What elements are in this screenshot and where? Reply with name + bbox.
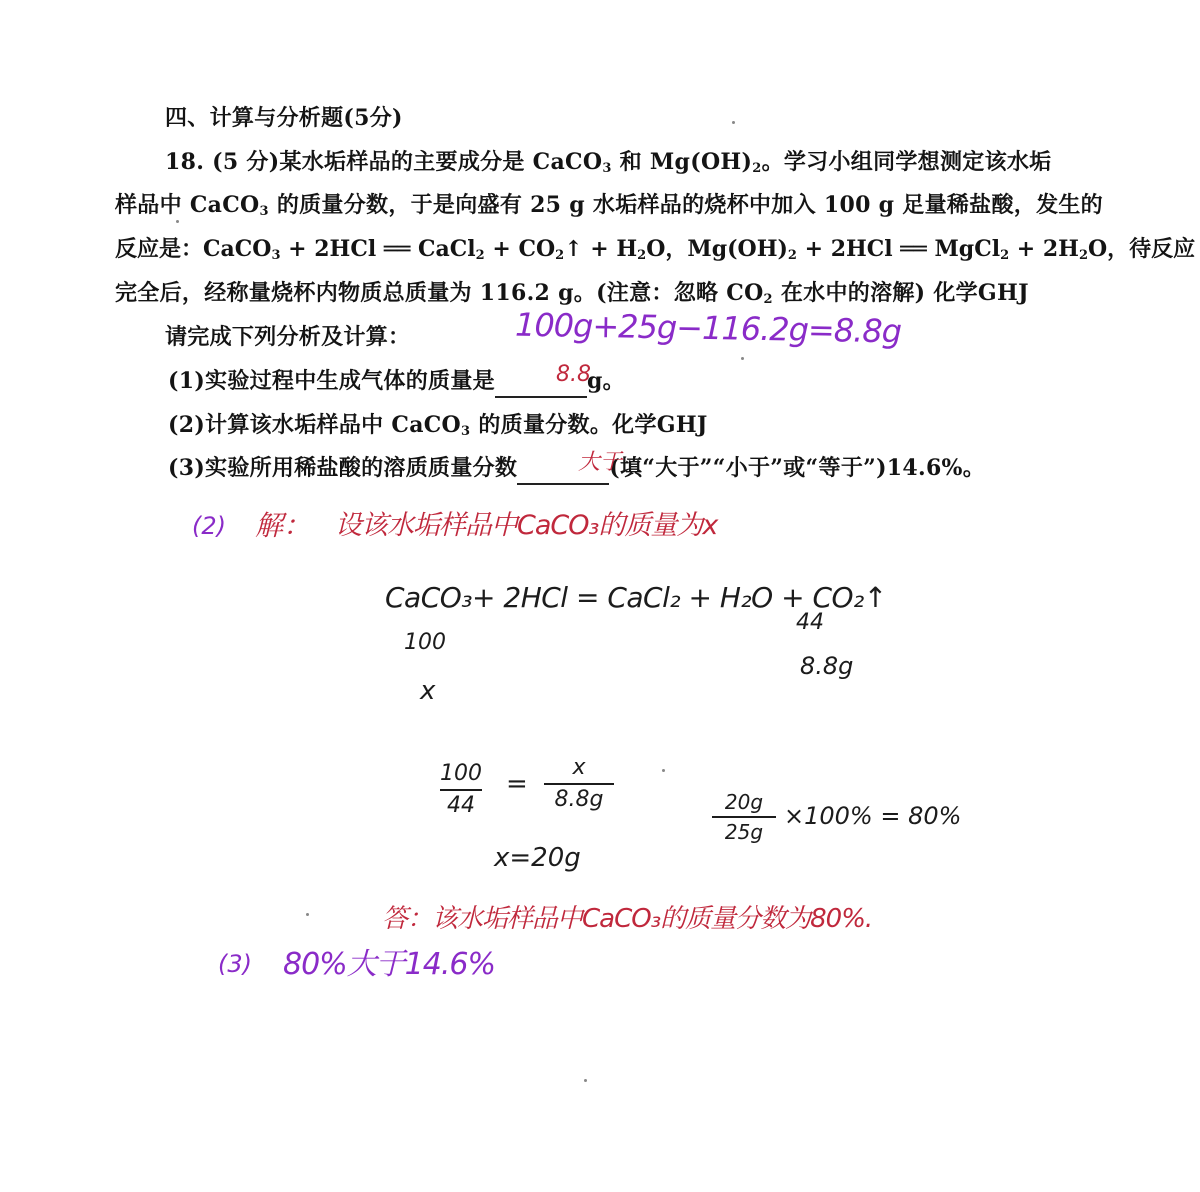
subquestion-2: (2)计算该水垢样品中 CaCO$_3$ 的质量分数。化学GHJ (168, 412, 708, 439)
x-result: x=20g (494, 843, 581, 873)
answer-conclusion: 答：该水垢样品中CaCO₃的质量分数为80%. (382, 904, 873, 934)
ratio-right-fraction: x 8.8g (544, 757, 614, 811)
prompt-line: 请完成下列分析及计算： (165, 324, 411, 350)
question-line-3: 反应是：CaCO$_3$ + 2HCl ══ CaCl$_2$ + $CO_2↑ + H_2O$，$Mg(OH)_2 + 2HCl$ ══ MgCl$_2$ + $2H_2O$，待反应 (115, 236, 1196, 263)
solution-label-2: (2) (192, 512, 226, 540)
ratio-left-fraction: 100 44 (440, 761, 482, 818)
scan-speck (176, 220, 179, 223)
handwritten-answer-3: 大于 (578, 450, 623, 475)
handwritten-equation: CaCO₃+ 2HCl = CaCl₂ + H₂O + CO₂↑ (385, 581, 887, 614)
given-co2-mass: 8.8g (800, 652, 854, 680)
handwritten-mass-calculation: 100g+25g−116.2g=8.8g (514, 305, 902, 351)
unknown-x: x (420, 676, 436, 706)
molar-mass-caco3: 100 (404, 630, 446, 655)
molar-mass-co2: 44 (796, 610, 824, 635)
scan-speck (741, 357, 744, 360)
part3-label: (3) (218, 950, 252, 978)
subquestion-1: (1)实验过程中生成气体的质量是 g。 (168, 366, 625, 398)
part3-answer: 80%大于14.6% (283, 947, 495, 982)
question-line-4: 完全后，经称量烧杯内物质总质量为 116.2 g。(注意：忽略 $CO_2$ 在水中的溶解) 化学GHJ (115, 280, 1029, 307)
scan-speck (584, 1079, 587, 1082)
question-line-1: 18. (5 分)某水垢样品的主要成分是 CaCO$_3$ 和 $Mg(OH)_2$。学习小组同学想测定该水垢 (165, 149, 1052, 176)
percentage-result: ×100% = 80% (784, 802, 962, 830)
solution-jie: 解： (255, 509, 312, 542)
ratio-equals: = (506, 769, 528, 799)
question-line-2: 样品中 CaCO$_3$ 的质量分数，于是向盛有 25 g 水垢样品的烧杯中加入 100 g 足量稀盐酸，发生的 (115, 192, 1103, 219)
handwritten-answer-1: 8.8 (556, 362, 591, 387)
subquestion-3: (3)实验所用稀盐酸的溶质质量分数 (填“大于”“小于”或“等于”)14.6%。 (168, 453, 985, 485)
solution-let-statement: 设该水垢样品中CaCO₃的质量为x (335, 510, 718, 541)
scan-speck (732, 121, 735, 124)
scan-speck (662, 769, 665, 772)
scan-speck (306, 913, 309, 916)
percentage-fraction: 20g 25g (712, 792, 776, 842)
section-title: 四、计算与分析题(5分) (165, 105, 403, 131)
